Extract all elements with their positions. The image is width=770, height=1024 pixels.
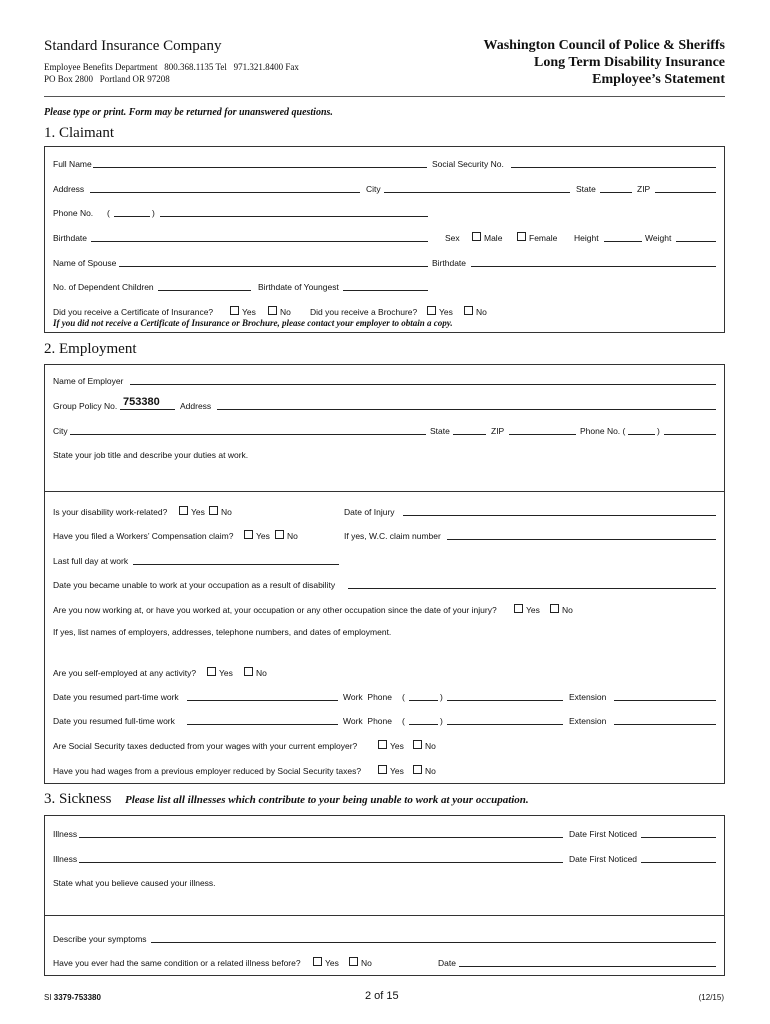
wc-number-field[interactable] bbox=[447, 539, 716, 540]
birthdate-field[interactable] bbox=[91, 241, 428, 242]
employer-city-label: City bbox=[53, 426, 68, 436]
part-time-label: Date you resumed part-time work bbox=[53, 692, 179, 702]
employment-heading: 2. Employment bbox=[44, 341, 137, 357]
claimant-heading: 1. Claimant bbox=[44, 125, 114, 141]
claimant-section bbox=[44, 146, 725, 333]
wages-reduced-yes-checkbox[interactable] bbox=[378, 765, 387, 774]
youngest-field[interactable] bbox=[343, 290, 428, 291]
employer-state-field[interactable] bbox=[453, 434, 486, 435]
city-label: City bbox=[366, 184, 381, 194]
group-policy-value: 753380 bbox=[123, 396, 160, 408]
last-day-label: Last full day at work bbox=[53, 556, 129, 566]
date-first-1-field[interactable] bbox=[641, 837, 716, 838]
work-related-yes-label: Yes bbox=[191, 507, 205, 517]
full-time-phone-field[interactable] bbox=[447, 724, 563, 725]
wc-filed-question: Have you filed a Workers’ Compensation claim? bbox=[53, 531, 234, 541]
list-employers-label: If yes, list names of employers, addresses, telephone numbers, and dates of employment. bbox=[53, 627, 392, 637]
ss-taxes-no-checkbox[interactable] bbox=[413, 740, 422, 749]
employer-zip-label: ZIP bbox=[491, 426, 505, 436]
employer-area-code-field[interactable] bbox=[628, 434, 655, 435]
wc-filed-yes-label: Yes bbox=[256, 531, 270, 541]
full-time-phone-label: Work Phone bbox=[343, 716, 392, 726]
same-condition-question: Have you ever had the same condition or a related illness before? bbox=[53, 958, 301, 968]
same-condition-no-checkbox[interactable] bbox=[349, 957, 358, 966]
same-condition-no-label: No bbox=[361, 958, 372, 968]
date-first-2-label: Date First Noticed bbox=[569, 854, 638, 864]
date-first-2-field[interactable] bbox=[641, 862, 716, 863]
full-time-field[interactable] bbox=[187, 724, 338, 725]
illness-2-label: Illness bbox=[53, 854, 78, 864]
brochure-yes-label: Yes bbox=[439, 307, 453, 317]
form-title-2: Long Term Disability Insurance bbox=[534, 55, 725, 70]
form-number-prefix: SI bbox=[44, 993, 54, 1002]
spouse-field[interactable] bbox=[119, 266, 428, 267]
phone-close: ) bbox=[152, 208, 155, 218]
address-field[interactable] bbox=[90, 192, 360, 193]
certificate-question: Did you receive a Certificate of Insurance? bbox=[53, 307, 214, 317]
revision-date: (12/15) bbox=[698, 993, 724, 1002]
part-time-phone-open: ( bbox=[402, 692, 405, 702]
ss-taxes-yes-checkbox[interactable] bbox=[378, 740, 387, 749]
now-working-yes-checkbox[interactable] bbox=[514, 604, 523, 613]
symptoms-field[interactable] bbox=[151, 942, 716, 943]
now-working-no-checkbox[interactable] bbox=[550, 604, 559, 613]
wages-reduced-question: Have you had wages from a previous employer reduced by Social Security taxes? bbox=[53, 766, 362, 776]
same-condition-yes-checkbox[interactable] bbox=[313, 957, 322, 966]
phone-label: Phone No. bbox=[53, 208, 94, 218]
self-employed-yes-label: Yes bbox=[219, 668, 233, 678]
instructions: Please type or print. Form may be returned for unanswered questions. bbox=[44, 107, 333, 118]
group-policy-label: Group Policy No. bbox=[53, 401, 118, 411]
phone-open: ( bbox=[107, 208, 110, 218]
unable-date-field[interactable] bbox=[348, 588, 716, 589]
state-label: State bbox=[576, 184, 596, 194]
part-time-extension-field[interactable] bbox=[614, 700, 716, 701]
brochure-yes-checkbox[interactable] bbox=[427, 306, 436, 315]
form-title-3: Employee’s Statement bbox=[592, 72, 725, 87]
wc-filed-yes-checkbox[interactable] bbox=[244, 530, 253, 539]
now-working-question: Are you now working at, or have you worked at, your occupation or any other occupation since the date of your injury? bbox=[53, 605, 497, 615]
certificate-no-checkbox[interactable] bbox=[268, 306, 277, 315]
part-time-phone-field[interactable] bbox=[447, 700, 563, 701]
duties-field[interactable] bbox=[48, 462, 721, 488]
wc-filed-no-checkbox[interactable] bbox=[275, 530, 284, 539]
address-line: PO Box 2800 Portland OR 97208 bbox=[44, 74, 170, 84]
self-employed-no-label: No bbox=[256, 668, 267, 678]
dept-line: Employee Benefits Department 800.368.1135 Tel 971.321.8400 Fax bbox=[44, 62, 299, 72]
part-time-area-code-field[interactable] bbox=[409, 700, 438, 701]
full-name-field[interactable] bbox=[93, 167, 427, 168]
male-label: Male bbox=[484, 233, 503, 243]
wages-reduced-no-label: No bbox=[425, 766, 436, 776]
phone-field[interactable] bbox=[160, 216, 428, 217]
same-condition-date-field[interactable] bbox=[459, 966, 716, 967]
full-time-label: Date you resumed full-time work bbox=[53, 716, 175, 726]
birthdate-label: Birthdate bbox=[53, 233, 88, 243]
dependents-field[interactable] bbox=[158, 290, 251, 291]
male-checkbox[interactable] bbox=[472, 232, 481, 241]
unable-date-label: Date you became unable to work at your occupation as a result of disability bbox=[53, 580, 336, 590]
state-field[interactable] bbox=[600, 192, 632, 193]
zip-field[interactable] bbox=[655, 192, 716, 193]
sickness-subheading: Please list all illnesses which contribute to your being unable to work at your occupation. bbox=[125, 794, 529, 806]
form-number bbox=[44, 993, 101, 1002]
sickness-heading: 3. Sickness bbox=[44, 791, 112, 807]
cause-field[interactable] bbox=[48, 890, 721, 912]
employer-zip-field[interactable] bbox=[509, 434, 576, 435]
certificate-yes-label: Yes bbox=[242, 307, 256, 317]
injury-date-field[interactable] bbox=[403, 515, 716, 516]
last-day-field[interactable] bbox=[133, 564, 339, 565]
youngest-label: Birthdate of Youngest bbox=[258, 282, 339, 292]
cause-label: State what you believe caused your illness. bbox=[53, 878, 216, 888]
same-condition-yes-label: Yes bbox=[325, 958, 339, 968]
full-time-phone-open: ( bbox=[402, 716, 405, 726]
injury-date-label: Date of Injury bbox=[344, 507, 395, 517]
now-working-yes-label: Yes bbox=[526, 605, 540, 615]
employer-phone-close: ) bbox=[657, 426, 660, 436]
ssn-field[interactable] bbox=[511, 167, 716, 168]
group-policy-field[interactable] bbox=[120, 409, 175, 410]
employer-phone-label: Phone No. ( bbox=[580, 426, 626, 436]
full-time-phone-close: ) bbox=[440, 716, 443, 726]
work-related-question: Is your disability work-related? bbox=[53, 507, 168, 517]
employer-label: Name of Employer bbox=[53, 376, 124, 386]
city-field[interactable] bbox=[384, 192, 570, 193]
illness-2-field[interactable] bbox=[79, 862, 563, 863]
list-employers-field[interactable] bbox=[48, 639, 721, 659]
full-time-extension-label: Extension bbox=[569, 716, 607, 726]
certificate-notice: If you did not receive a Certificate of Insurance or Brochure, please contact your employer to obtain a copy. bbox=[53, 318, 453, 328]
date-first-1-label: Date First Noticed bbox=[569, 829, 638, 839]
self-employed-no-checkbox[interactable] bbox=[244, 667, 253, 676]
wages-reduced-no-checkbox[interactable] bbox=[413, 765, 422, 774]
duties-label: State your job title and describe your duties at work. bbox=[53, 450, 249, 460]
ss-taxes-question: Are Social Security taxes deducted from your wages with your current employer? bbox=[53, 741, 358, 751]
work-related-yes-checkbox[interactable] bbox=[179, 506, 188, 515]
part-time-phone-close: ) bbox=[440, 692, 443, 702]
ss-taxes-yes-label: Yes bbox=[390, 741, 404, 751]
height-field[interactable] bbox=[604, 241, 642, 242]
now-working-no-label: No bbox=[562, 605, 573, 615]
wages-reduced-yes-label: Yes bbox=[390, 766, 404, 776]
work-related-no-checkbox[interactable] bbox=[209, 506, 218, 515]
sex-label: Sex bbox=[445, 233, 460, 243]
ssn-label: Social Security No. bbox=[432, 159, 504, 169]
form-number-value: 3379-753380 bbox=[53, 993, 101, 1002]
full-time-area-code-field[interactable] bbox=[409, 724, 438, 725]
page-number: 2 of 15 bbox=[365, 990, 399, 1002]
wc-number-label: If yes, W.C. claim number bbox=[344, 531, 441, 541]
certificate-yes-checkbox[interactable] bbox=[230, 306, 239, 315]
employer-phone-field[interactable] bbox=[664, 434, 716, 435]
zip-label: ZIP bbox=[637, 184, 651, 194]
brochure-question: Did you receive a Brochure? bbox=[310, 307, 418, 317]
spouse-birthdate-label: Birthdate bbox=[432, 258, 467, 268]
full-name-label: Full Name bbox=[53, 159, 92, 169]
ss-taxes-no-label: No bbox=[425, 741, 436, 751]
employer-state-label: State bbox=[430, 426, 450, 436]
part-time-field[interactable] bbox=[187, 700, 338, 701]
brochure-no-label: No bbox=[476, 307, 487, 317]
self-employed-yes-checkbox[interactable] bbox=[207, 667, 216, 676]
employer-address-label: Address bbox=[180, 401, 212, 411]
employer-field[interactable] bbox=[130, 384, 716, 385]
spouse-birthdate-field[interactable] bbox=[471, 266, 716, 267]
female-label: Female bbox=[529, 233, 558, 243]
part-time-phone-label: Work Phone bbox=[343, 692, 392, 702]
employer-address-field[interactable] bbox=[217, 409, 716, 410]
header-rule bbox=[44, 96, 725, 97]
address-label: Address bbox=[53, 184, 85, 194]
illness-1-label: Illness bbox=[53, 829, 78, 839]
height-label: Height bbox=[574, 233, 599, 243]
female-checkbox[interactable] bbox=[517, 232, 526, 241]
form-title-1: Washington Council of Police & Sheriffs bbox=[483, 38, 725, 53]
work-related-no-label: No bbox=[221, 507, 232, 517]
spouse-label: Name of Spouse bbox=[53, 258, 117, 268]
part-time-extension-label: Extension bbox=[569, 692, 607, 702]
employer-city-field[interactable] bbox=[70, 434, 426, 435]
area-code-field[interactable] bbox=[114, 216, 150, 217]
dependents-label: No. of Dependent Children bbox=[53, 282, 154, 292]
company-name: Standard Insurance Company bbox=[44, 38, 222, 54]
brochure-no-checkbox[interactable] bbox=[464, 306, 473, 315]
illness-1-field[interactable] bbox=[79, 837, 563, 838]
weight-label: Weight bbox=[645, 233, 672, 243]
self-employed-question: Are you self-employed at any activity? bbox=[53, 668, 197, 678]
certificate-no-label: No bbox=[280, 307, 291, 317]
weight-field[interactable] bbox=[676, 241, 716, 242]
full-time-extension-field[interactable] bbox=[614, 724, 716, 725]
wc-filed-no-label: No bbox=[287, 531, 298, 541]
same-condition-date-label: Date bbox=[438, 958, 456, 968]
symptoms-label: Describe your symptoms bbox=[53, 934, 147, 944]
